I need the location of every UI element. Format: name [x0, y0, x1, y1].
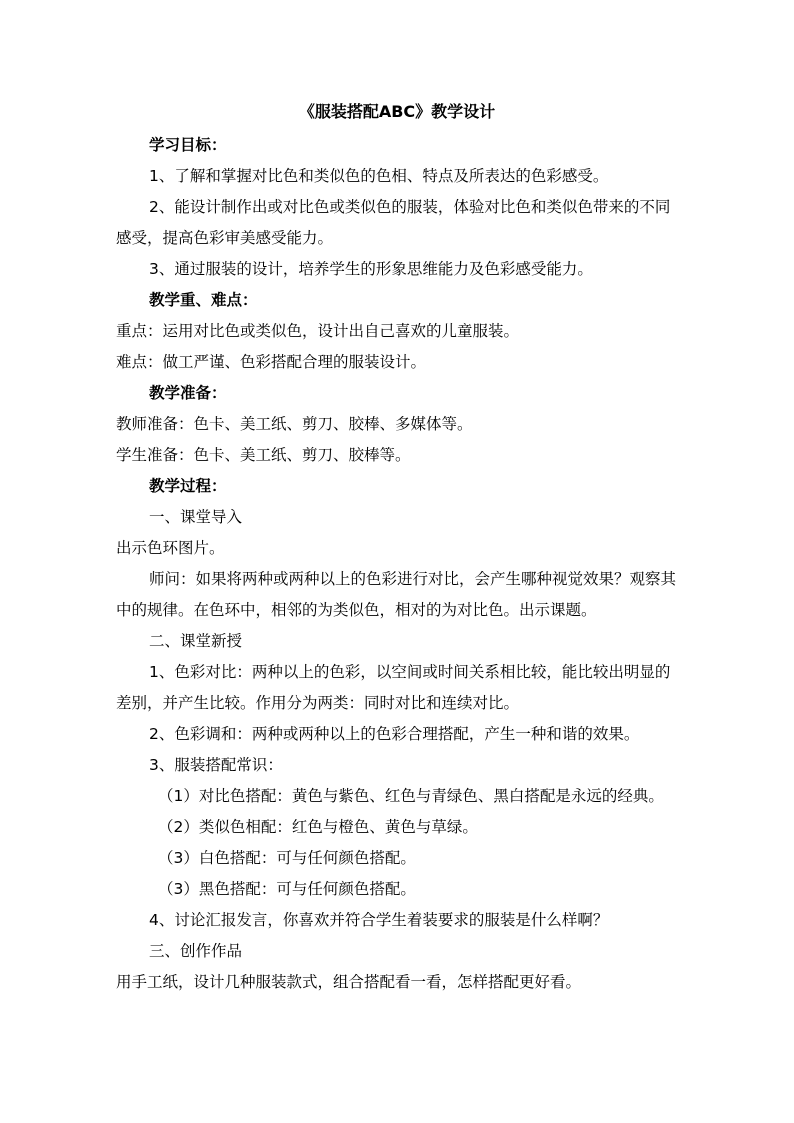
paragraph: 教师准备：色卡、美工纸、剪刀、胶棒、多媒体等。	[116, 415, 473, 433]
paragraph: 一、课堂导入	[149, 508, 243, 526]
list-item: （1）对比色搭配：黄色与紫色、红色与青绿色、黑白搭配是永远的经典。	[158, 787, 664, 805]
list-item: （3）黑色搭配：可与任何颜色搭配。	[158, 880, 416, 898]
paragraph: 师问：如果将两种或两种以上的色彩进行对比，会产生哪种视觉效果？观察其中的规律。在色环中，相邻的为类似色，相对的为对比色。出示课题。	[116, 570, 677, 619]
section-heading-process: 教学过程：	[149, 477, 227, 495]
paragraph: 2、能设计制作出或对比色或类似色的服装，体验对比色和类似色带来的不同感受，提高色彩审美感受能力。	[116, 198, 671, 247]
list-item: （3）白色搭配：可与任何颜色搭配。	[158, 849, 416, 867]
paragraph: 1、了解和掌握对比色和类似色的色相、特点及所表达的色彩感受。	[149, 167, 609, 185]
paragraph: 3、服装搭配常识：	[149, 756, 283, 774]
section-heading-preparation: 教学准备：	[149, 384, 227, 402]
section-heading-objectives: 学习目标：	[149, 136, 227, 154]
list-item: （2）类似色相配：红色与橙色、黄色与草绿。	[158, 818, 478, 836]
paragraph: 学生准备：色卡、美工纸、剪刀、胶棒等。	[116, 446, 411, 464]
paragraph: 用手工纸，设计几种服装款式，组合搭配看一看，怎样搭配更好看。	[116, 973, 582, 991]
paragraph: 三、创作作品	[149, 942, 243, 960]
document-body	[116, 130, 682, 998]
paragraph: 重点：运用对比色或类似色，设计出自己喜欢的儿童服装。	[116, 322, 520, 340]
section-heading-key-points: 教学重、难点：	[149, 291, 258, 309]
paragraph: 难点：做工严谨、色彩搭配合理的服装设计。	[116, 353, 427, 371]
paragraph: 2、色彩调和：两种或两种以上的色彩合理搭配，产生一种和谐的效果。	[149, 725, 640, 743]
paragraph: 出示色环图片。	[116, 539, 225, 557]
paragraph: 1、色彩对比：两种以上的色彩，以空间或时间关系相比较，能比较出明显的差别，并产生比较。作用分为两类：同时对比和连续对比。	[116, 663, 671, 712]
paragraph: 4、讨论汇报发言，你喜欢并符合学生着装要求的服装是什么样啊？	[149, 911, 609, 929]
paragraph: 3、通过服装的设计，培养学生的形象思维能力及色彩感受能力。	[149, 260, 593, 278]
document-title: 《服装搭配ABC》教学设计	[298, 102, 496, 121]
paragraph: 二、课堂新授	[149, 632, 243, 650]
